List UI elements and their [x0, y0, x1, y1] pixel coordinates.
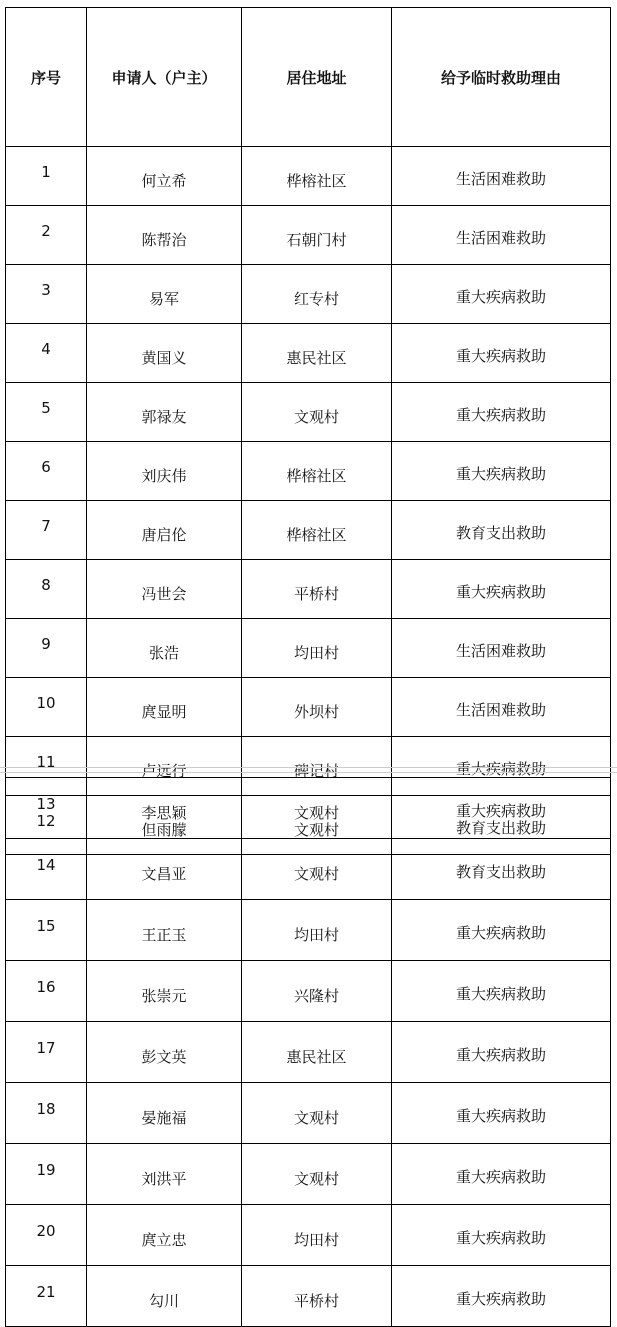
- cell-reason: 重大疾病救助: [392, 1022, 611, 1083]
- table-row: [6, 147, 611, 206]
- table-row: [6, 961, 611, 1022]
- cell-applicant: 庹显明: [87, 678, 242, 737]
- cell-reason: 重大疾病救助: [392, 442, 611, 501]
- cell-seq: 13: [6, 778, 87, 839]
- table-row: [6, 265, 611, 324]
- header-seq: 序号: [6, 8, 87, 147]
- cell-reason: 重大疾病救助: [392, 265, 611, 324]
- page-break-line: [0, 772, 617, 773]
- cell-reason: 重大疾病救助: [392, 778, 611, 839]
- table-row: [6, 778, 611, 839]
- cell-address: 桦榕社区: [242, 147, 392, 206]
- table-row: [6, 1083, 611, 1144]
- table-row: [6, 1205, 611, 1266]
- cell-address: 均田村: [242, 1205, 392, 1266]
- cell-seq: 15: [6, 900, 87, 961]
- cell-address: 桦榕社区: [242, 442, 392, 501]
- cell-reason: 重大疾病救助: [392, 961, 611, 1022]
- cell-reason: 重大疾病救助: [392, 324, 611, 383]
- cell-applicant: 但雨朦: [87, 796, 242, 855]
- cell-address: 平桥村: [242, 560, 392, 619]
- cell-applicant: 易军: [87, 265, 242, 324]
- cell-reason: 生活困难救助: [392, 678, 611, 737]
- cell-address: 惠民社区: [242, 1022, 392, 1083]
- cell-seq: 1: [6, 147, 87, 206]
- cell-seq: 6: [6, 442, 87, 501]
- cell-applicant: 晏施福: [87, 1083, 242, 1144]
- cell-address: 桦榕社区: [242, 501, 392, 560]
- cell-applicant: 庹立忠: [87, 1205, 242, 1266]
- cell-reason: 重大疾病救助: [392, 383, 611, 442]
- cell-address: 均田村: [242, 619, 392, 678]
- table-row: [6, 383, 611, 442]
- cell-seq: 11: [6, 737, 87, 796]
- cell-seq: 8: [6, 560, 87, 619]
- header-address: 居住地址: [242, 8, 392, 147]
- cell-seq: 5: [6, 383, 87, 442]
- relief-table-part-1: [5, 7, 611, 855]
- cell-reason: 生活困难救助: [392, 619, 611, 678]
- cell-applicant: 刘洪平: [87, 1144, 242, 1205]
- cell-address: 红专村: [242, 265, 392, 324]
- cell-seq: 16: [6, 961, 87, 1022]
- cell-address: 惠民社区: [242, 324, 392, 383]
- cell-reason: 重大疾病救助: [392, 1205, 611, 1266]
- cell-applicant: 文昌亚: [87, 839, 242, 900]
- page-break-line: [0, 767, 617, 768]
- table-header-row: [6, 8, 611, 147]
- cell-applicant: 王正玉: [87, 900, 242, 961]
- cell-reason: 教育支出救助: [392, 501, 611, 560]
- cell-address: 文观村: [242, 778, 392, 839]
- cell-seq: 21: [6, 1266, 87, 1327]
- header-reason: 给予临时救助理由: [392, 8, 611, 147]
- cell-address: 均田村: [242, 900, 392, 961]
- relief-table-part-2: [5, 777, 611, 1327]
- cell-reason: 重大疾病救助: [392, 1144, 611, 1205]
- cell-reason: 重大疾病救助: [392, 1266, 611, 1327]
- cell-seq: 2: [6, 206, 87, 265]
- cell-seq: 17: [6, 1022, 87, 1083]
- cell-address: 外坝村: [242, 678, 392, 737]
- table-row: [6, 501, 611, 560]
- cell-applicant: 郭禄友: [87, 383, 242, 442]
- cell-applicant: 卢远行: [87, 737, 242, 796]
- cell-applicant: 刘庆伟: [87, 442, 242, 501]
- cell-applicant: 李思颖: [87, 778, 242, 839]
- table-row: [6, 619, 611, 678]
- cell-reason: 教育支出救助: [392, 796, 611, 855]
- cell-address: 平桥村: [242, 1266, 392, 1327]
- cell-applicant: 唐启伦: [87, 501, 242, 560]
- cell-reason: 重大疾病救助: [392, 1083, 611, 1144]
- header-applicant: 申请人（户主）: [87, 8, 242, 147]
- cell-address: 文观村: [242, 383, 392, 442]
- table-row: [6, 560, 611, 619]
- cell-seq: 19: [6, 1144, 87, 1205]
- cell-seq: 12: [6, 796, 87, 855]
- cell-seq: 9: [6, 619, 87, 678]
- table-row: [6, 900, 611, 961]
- cell-applicant: 彭文英: [87, 1022, 242, 1083]
- table-row: [6, 1266, 611, 1327]
- table-row: [6, 1022, 611, 1083]
- table-row: [6, 324, 611, 383]
- cell-seq: 4: [6, 324, 87, 383]
- cell-address: 文观村: [242, 1144, 392, 1205]
- cell-seq: 20: [6, 1205, 87, 1266]
- cell-reason: 重大疾病救助: [392, 737, 611, 796]
- cell-address: 文观村: [242, 1083, 392, 1144]
- cell-seq: 10: [6, 678, 87, 737]
- cell-address: 文观村: [242, 796, 392, 855]
- cell-seq: 18: [6, 1083, 87, 1144]
- cell-address: 石朝门村: [242, 206, 392, 265]
- table-row: [6, 839, 611, 900]
- table-row: [6, 678, 611, 737]
- cell-applicant: 黄国义: [87, 324, 242, 383]
- cell-reason: 生活困难救助: [392, 147, 611, 206]
- cell-address: 文观村: [242, 839, 392, 900]
- cell-address: 兴隆村: [242, 961, 392, 1022]
- cell-applicant: 张崇元: [87, 961, 242, 1022]
- cell-applicant: 陈帮治: [87, 206, 242, 265]
- table-row: [6, 206, 611, 265]
- cell-applicant: 张浩: [87, 619, 242, 678]
- cell-reason: 重大疾病救助: [392, 560, 611, 619]
- cell-seq: 3: [6, 265, 87, 324]
- cell-applicant: 冯世会: [87, 560, 242, 619]
- cell-seq: 7: [6, 501, 87, 560]
- cell-applicant: 何立希: [87, 147, 242, 206]
- cell-reason: 生活困难救助: [392, 206, 611, 265]
- cell-seq: 14: [6, 839, 87, 900]
- table-row: [6, 442, 611, 501]
- cell-reason: 教育支出救助: [392, 839, 611, 900]
- cell-reason: 重大疾病救助: [392, 900, 611, 961]
- cell-applicant: 勾川: [87, 1266, 242, 1327]
- table-row: [6, 1144, 611, 1205]
- cell-address: 碑记村: [242, 737, 392, 796]
